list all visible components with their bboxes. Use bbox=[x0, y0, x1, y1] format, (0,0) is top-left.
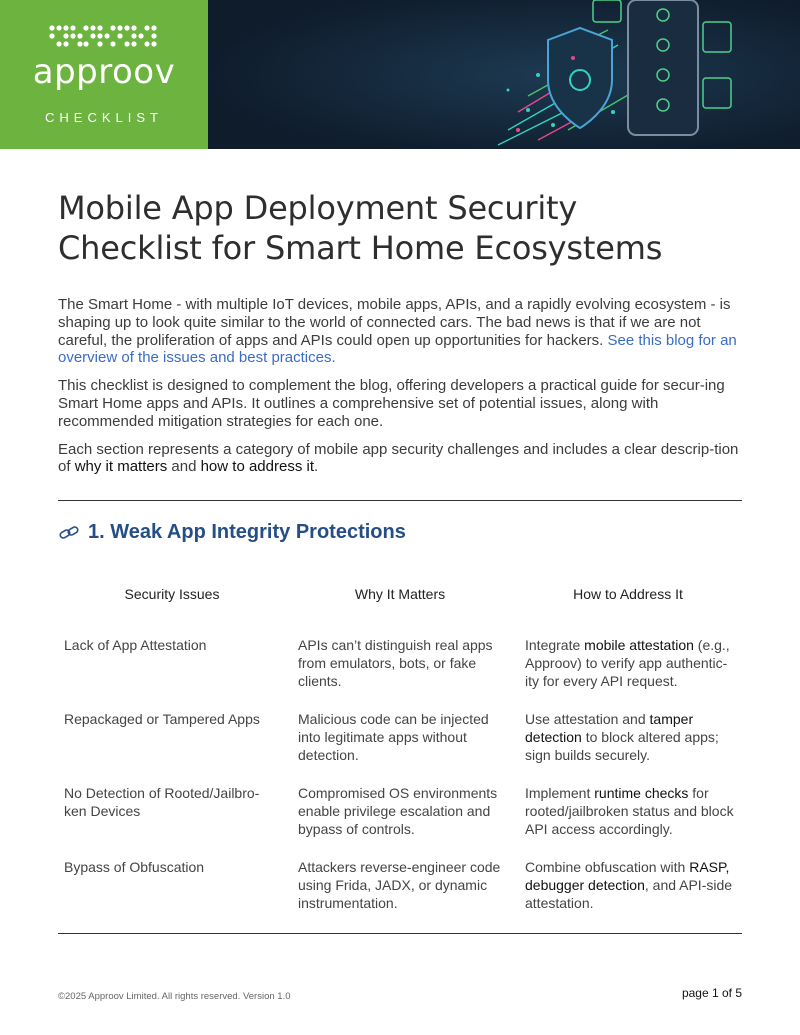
page-title bbox=[58, 188, 758, 268]
intro-p3-b: and bbox=[167, 458, 201, 476]
row-2-how-emphasis: tamper detection bbox=[525, 711, 694, 745]
link-chain-icon bbox=[58, 523, 80, 543]
section-title: 1. Weak App Integrity Protections bbox=[88, 521, 406, 543]
row-4-how bbox=[525, 859, 739, 912]
row-3-how-pre: Implement bbox=[525, 785, 595, 801]
row-2-how-pre: Use attestation and bbox=[525, 711, 650, 727]
row-3-how-emphasis: runtime checks bbox=[594, 785, 689, 801]
row-4-how-emphasis: RASP, debugger detection bbox=[525, 859, 730, 893]
hero-illustration bbox=[208, 0, 800, 149]
row-2-why: Malicious code can be injected into legitimate apps without detection. bbox=[298, 711, 489, 763]
row-4-issue: Bypass of Obfuscation bbox=[64, 859, 205, 875]
page-number: page 1 of 5 bbox=[681, 986, 742, 1000]
intro-paragraph-1-text: The Smart Home - with multiple IoT devices, mobile apps, APIs, and a rapidly evolving ecosystem - is shaping up to look quite similar to the world of connected cars. The bad news is that if we are not careful, the proliferation of apps and APIs could open up opportunities for hackers. bbox=[58, 296, 731, 349]
page-header bbox=[0, 0, 800, 149]
row-3-how-post: for rooted/jailbroken status and block API access accordingly. bbox=[525, 785, 734, 837]
row-4-how-post: , and API-side attestation. bbox=[525, 876, 733, 911]
intro-p3-c: . bbox=[314, 458, 319, 476]
row-3-issue: No Detection of Rooted/Jailbro-ken Devices bbox=[64, 785, 260, 819]
row-1-how bbox=[525, 637, 739, 690]
brand-logo-text: approov bbox=[32, 52, 176, 92]
intro-paragraph-2: This checklist is designed to complement the blog, offering developers a practical guide for secur-ing Smart Home apps and APIs. It outlines a comprehensive set of potential issues, along with recommended mitigation strategies for each one. bbox=[58, 377, 725, 430]
row-2-how bbox=[525, 711, 739, 764]
brand-panel bbox=[0, 0, 208, 149]
row-1-why: APIs can’t distinguish real apps from emulators, bots, or fake clients. bbox=[298, 637, 493, 689]
row-3-why: Compromised OS environments enable privilege escalation and bypass of controls. bbox=[298, 785, 498, 837]
row-4-how-pre: Combine obfuscation with bbox=[525, 859, 690, 875]
column-header-issues: Security Issues bbox=[124, 586, 220, 602]
logo-dots-icon bbox=[48, 24, 160, 48]
blog-link[interactable]: See this blog for an overview of the issues and best practices. bbox=[58, 331, 737, 367]
column-header-why: Why It Matters bbox=[354, 586, 446, 602]
intro-p3-a: Each section represents a category of mobile app security challenges and includes a clear descrip-tion of bbox=[58, 440, 739, 476]
title-line-1: Mobile App Deployment Security bbox=[58, 189, 578, 227]
row-2-issue: Repackaged or Tampered Apps bbox=[64, 711, 260, 727]
row-4-why: Attackers reverse-engineer code using Frida, JADX, or dynamic instrumentation. bbox=[298, 859, 501, 911]
checklist-label: CHECKLIST bbox=[45, 110, 163, 125]
intro-p3-emphasis-1: why it matters bbox=[74, 458, 168, 476]
row-1-issue: Lack of App Attestation bbox=[64, 637, 207, 653]
intro-paragraph-3 bbox=[58, 441, 744, 477]
intro-paragraph-1 bbox=[58, 296, 744, 367]
divider-bottom bbox=[58, 933, 742, 934]
row-1-how-post: (e.g., Approov) to verify app authentic-ity for every API request. bbox=[525, 637, 730, 689]
copyright-notice: ©2025 Approov Limited. All rights reserved. Version 1.0 bbox=[58, 991, 291, 1002]
intro-p3-emphasis-2: how to address it bbox=[200, 458, 314, 476]
security-shield-illustration bbox=[208, 0, 800, 149]
divider-top bbox=[58, 500, 742, 501]
row-1-how-pre: Integrate bbox=[525, 637, 585, 653]
row-3-how bbox=[525, 785, 739, 838]
section-heading bbox=[58, 521, 406, 544]
intro-text bbox=[58, 296, 744, 486]
row-1-how-emphasis: mobile attestation bbox=[584, 637, 694, 653]
title-line-2: Checklist for Smart Home Ecosystems bbox=[58, 229, 663, 267]
column-header-how: How to Address It bbox=[573, 586, 683, 602]
row-2-how-post: to block altered apps; sign builds securely. bbox=[525, 728, 719, 763]
